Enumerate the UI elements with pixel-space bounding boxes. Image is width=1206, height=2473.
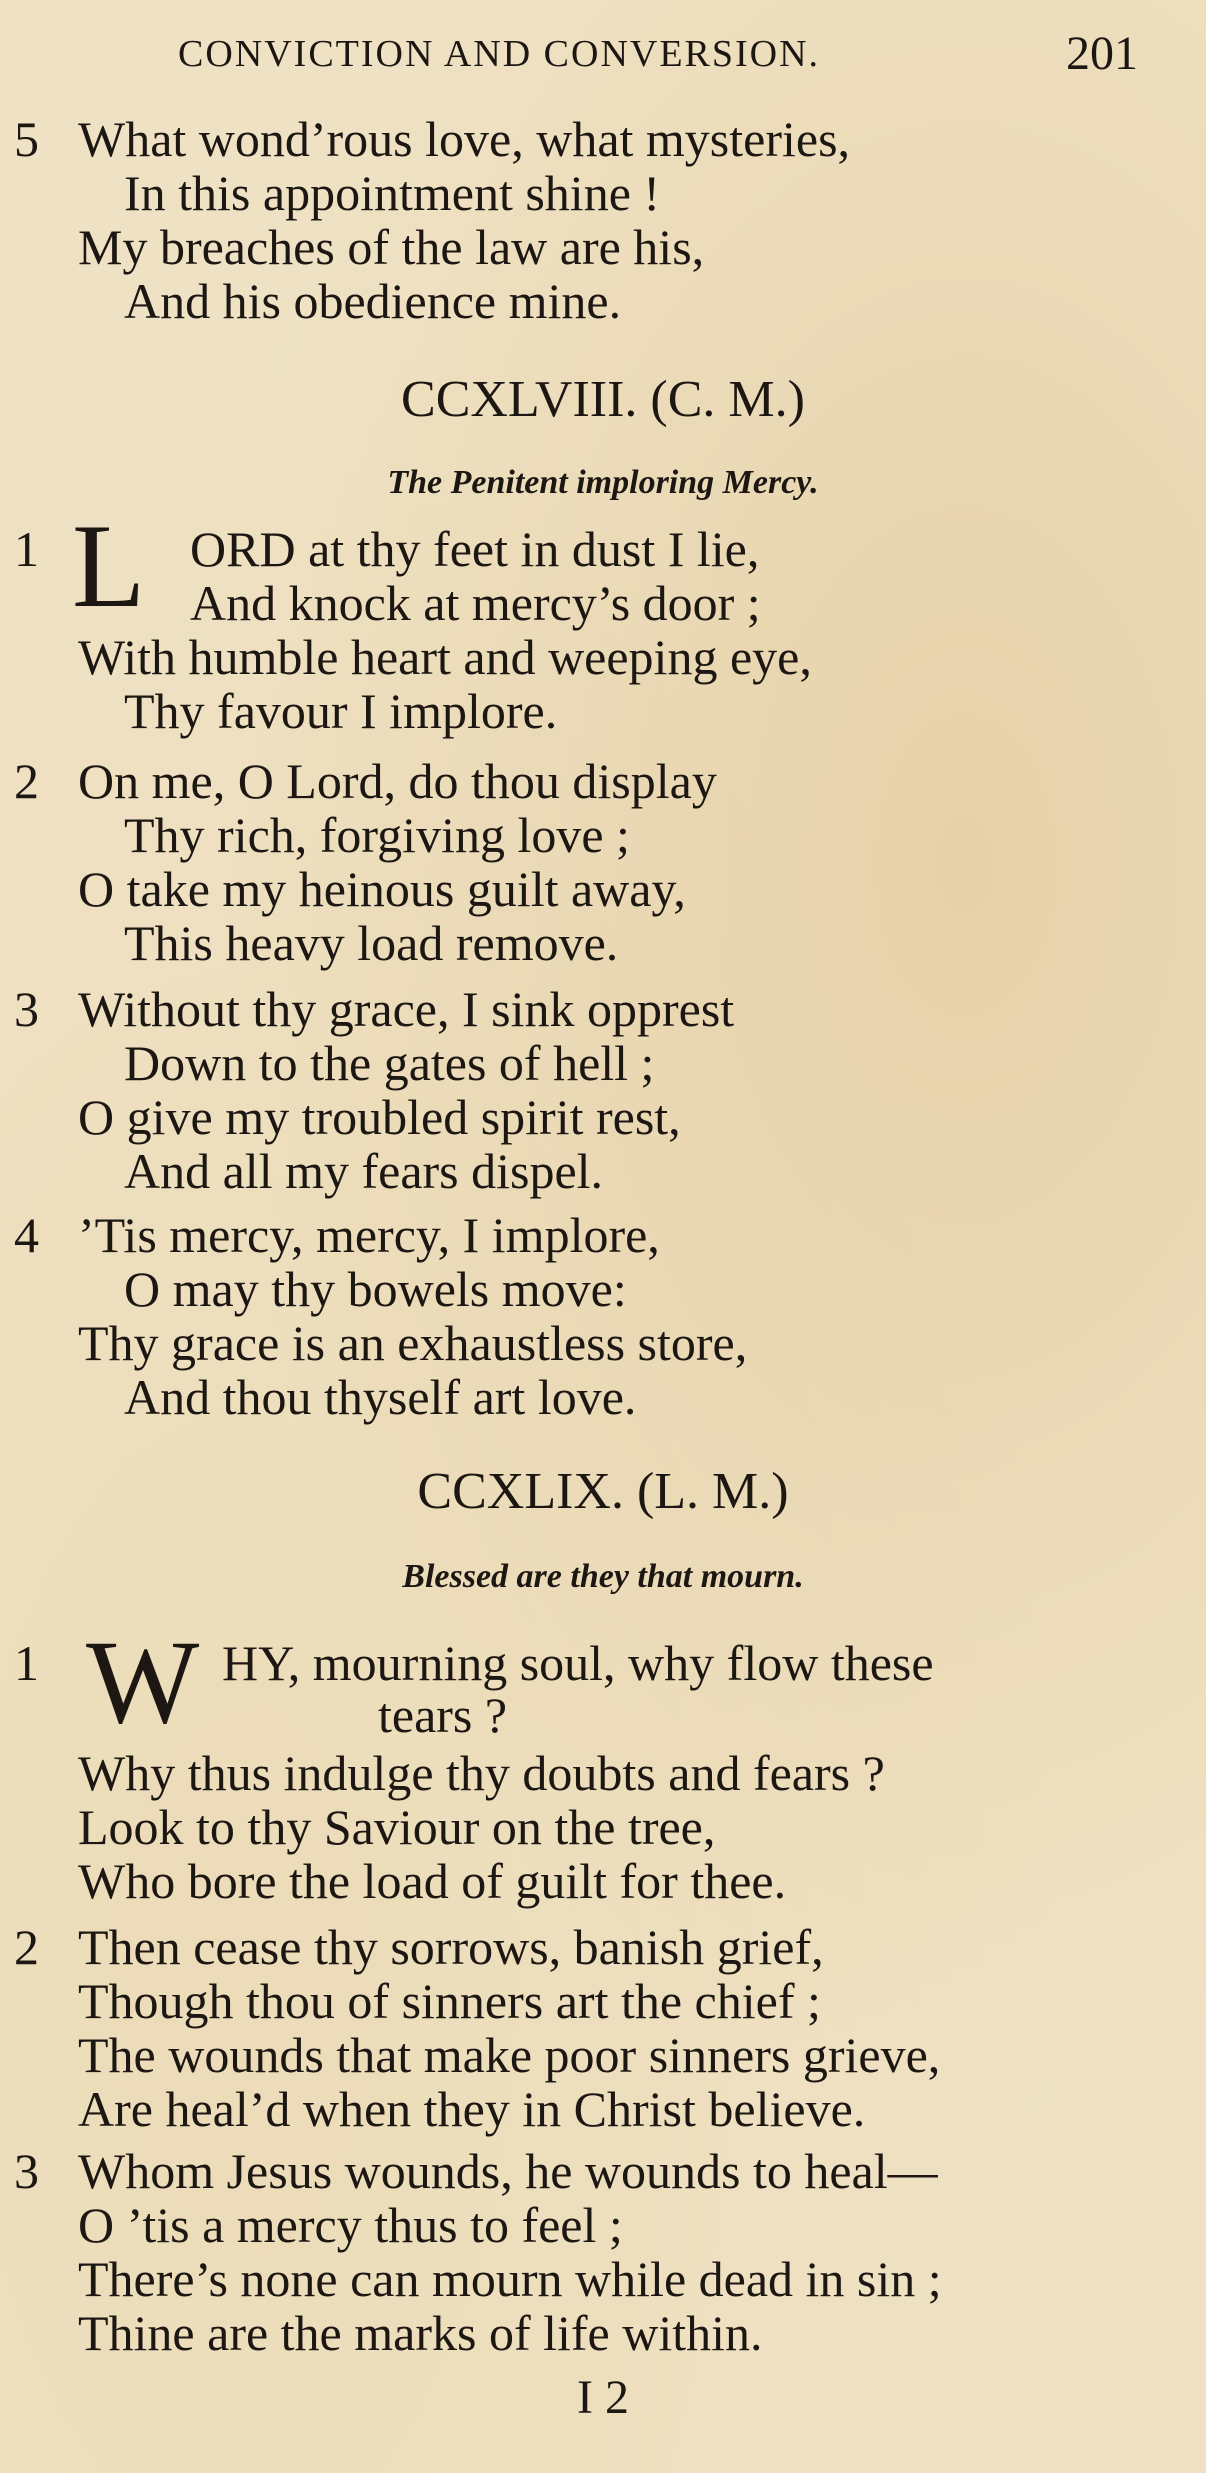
verse-line: ORD at thy feet in dust I lie, xyxy=(190,521,760,577)
verse-line: And all my fears dispel. xyxy=(124,1143,604,1199)
hymn-title: Blessed are they that mourn. xyxy=(402,1558,804,1595)
verse-line: Thy grace is an exhaustless store, xyxy=(78,1315,748,1371)
verse-number: 5 xyxy=(14,111,39,167)
verse-number: 3 xyxy=(14,2143,39,2199)
verse-line: HY, mourning soul, why flow these xyxy=(222,1635,934,1691)
verse-line: Thine are the marks of life within. xyxy=(78,2305,763,2361)
hymn-title: The Penitent imploring Mercy. xyxy=(387,464,819,501)
verse-line: And thou thyself art love. xyxy=(124,1369,637,1425)
running-head: CONVICTION AND CONVERSION. xyxy=(178,33,821,75)
verse-line: Without thy grace, I sink opprest xyxy=(78,981,735,1037)
verse-number: 2 xyxy=(14,753,39,809)
verse-line: With humble heart and weeping eye, xyxy=(78,629,812,685)
verse-line: My breaches of the law are his, xyxy=(78,219,705,275)
verse-line: Why thus indulge thy doubts and fears ? xyxy=(78,1745,885,1801)
verse-line: Whom Jesus wounds, he wounds to heal— xyxy=(78,2143,938,2199)
page-number: 201 xyxy=(1066,27,1138,80)
verse-number: 2 xyxy=(14,1919,39,1975)
verse-line: The wounds that make poor sinners grieve, xyxy=(78,2027,941,2083)
verse-line: In this appointment shine ! xyxy=(124,165,661,221)
verse-line: There’s none can mourn while dead in sin ; xyxy=(78,2251,942,2307)
verse-line: On me, O Lord, do thou display xyxy=(78,753,717,809)
verse-number: 1 xyxy=(14,521,39,577)
verse-number: 4 xyxy=(14,1207,39,1263)
verse-line: And knock at mercy’s door ; xyxy=(190,575,761,631)
verse-line: Down to the gates of hell ; xyxy=(124,1035,655,1091)
signature-mark: I 2 xyxy=(577,2371,629,2424)
verse-line: tears ? xyxy=(378,1687,508,1743)
hymn-number: CCXLVIII. (C. M.) xyxy=(401,371,805,428)
verse-line: Are heal’d when they in Christ believe. xyxy=(78,2081,866,2137)
verse-line: Thy rich, forgiving love ; xyxy=(124,807,630,863)
verse-line: ’Tis mercy, mercy, I implore, xyxy=(78,1207,660,1263)
verse-line: And his obedience mine. xyxy=(124,273,622,329)
verse-line: Thy favour I implore. xyxy=(124,683,558,739)
verse-line: O ’tis a mercy thus to feel ; xyxy=(78,2197,623,2253)
drop-cap: L xyxy=(72,499,146,632)
verse-number: 1 xyxy=(14,1635,39,1691)
drop-cap: W xyxy=(86,1615,200,1748)
verse-line: This heavy load remove. xyxy=(124,915,619,971)
verse-line: O may thy bowels move: xyxy=(124,1261,627,1317)
page-header xyxy=(0,26,1206,86)
verse-line: Then cease thy sorrows, banish grief, xyxy=(78,1919,824,1975)
hymn-number: CCXLIX. (L. M.) xyxy=(417,1463,789,1520)
verse-line: O take my heinous guilt away, xyxy=(78,861,686,917)
verse-line: Though thou of sinners art the chief ; xyxy=(78,1973,821,2029)
verse-line: Who bore the load of guilt for thee. xyxy=(78,1853,787,1909)
verse-line: Look to thy Saviour on the tree, xyxy=(78,1799,716,1855)
verse-number: 3 xyxy=(14,981,39,1037)
verse-line: What wond’rous love, what mysteries, xyxy=(78,111,851,167)
verse-line: O give my troubled spirit rest, xyxy=(78,1089,681,1145)
